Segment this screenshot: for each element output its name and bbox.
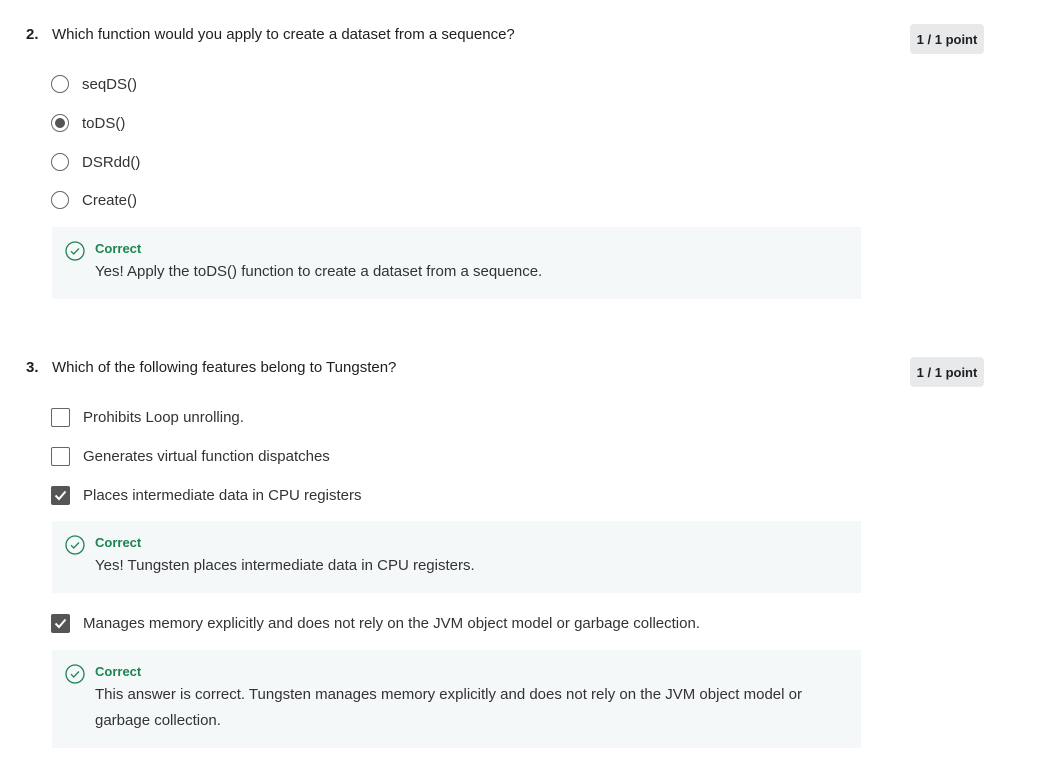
checkbox-option[interactable] [51, 611, 700, 635]
checkbox-option[interactable] [51, 483, 361, 507]
option-label: Create() [82, 191, 138, 209]
checkbox-option[interactable] [51, 444, 330, 468]
checkbox-option[interactable] [51, 405, 244, 429]
option-label: Generates virtual function dispatches [83, 447, 330, 465]
feedback-title: Correct [95, 535, 142, 550]
feedback-box [52, 521, 861, 593]
feedback-text: Yes! Apply the toDS() function to create a dataset from a sequence. [95, 263, 543, 280]
score-badge: 1 / 1 point [910, 357, 984, 387]
option-label: Places intermediate data in CPU registers [83, 486, 362, 504]
option-label: DSRdd() [82, 153, 141, 171]
radio-button-selected[interactable] [51, 114, 69, 132]
option-label: seqDS() [82, 75, 138, 93]
checkbox-checked[interactable] [51, 486, 70, 505]
feedback-box [52, 227, 861, 299]
question-number: 3. [26, 359, 39, 376]
check-circle-icon [65, 241, 85, 261]
checkmark-icon [54, 490, 67, 501]
question-number: 2. [26, 26, 39, 43]
check-circle-icon [65, 664, 85, 684]
score-badge: 1 / 1 point [910, 24, 984, 54]
feedback-text: Yes! Tungsten places intermediate data in CPU registers. [95, 557, 475, 574]
feedback-box [52, 650, 861, 748]
radio-option[interactable] [51, 111, 125, 135]
option-label: Manages memory explicitly and does not rely on the JVM object model or garbage collection. [83, 614, 700, 632]
radio-option[interactable] [51, 150, 140, 174]
check-circle-icon [65, 535, 85, 555]
radio-button[interactable] [51, 153, 69, 171]
feedback-title: Correct [95, 664, 142, 679]
feedback-title: Correct [95, 241, 142, 256]
question-text: Which of the following features belong to Tungsten? [52, 359, 397, 376]
feedback-text: This answer is correct. Tungsten manages memory explicitly and does not rely on the JVM object model or garbage collection. [95, 686, 802, 729]
radio-option[interactable] [51, 72, 137, 96]
checkmark-icon [54, 618, 67, 629]
question-text: Which function would you apply to create a dataset from a sequence? [52, 26, 515, 43]
option-label: Prohibits Loop unrolling. [83, 408, 244, 426]
checkbox[interactable] [51, 408, 70, 427]
checkbox[interactable] [51, 447, 70, 466]
checkbox-checked[interactable] [51, 614, 70, 633]
radio-option[interactable] [51, 188, 137, 212]
radio-button[interactable] [51, 75, 69, 93]
option-label: toDS() [82, 114, 126, 132]
radio-button[interactable] [51, 191, 69, 209]
